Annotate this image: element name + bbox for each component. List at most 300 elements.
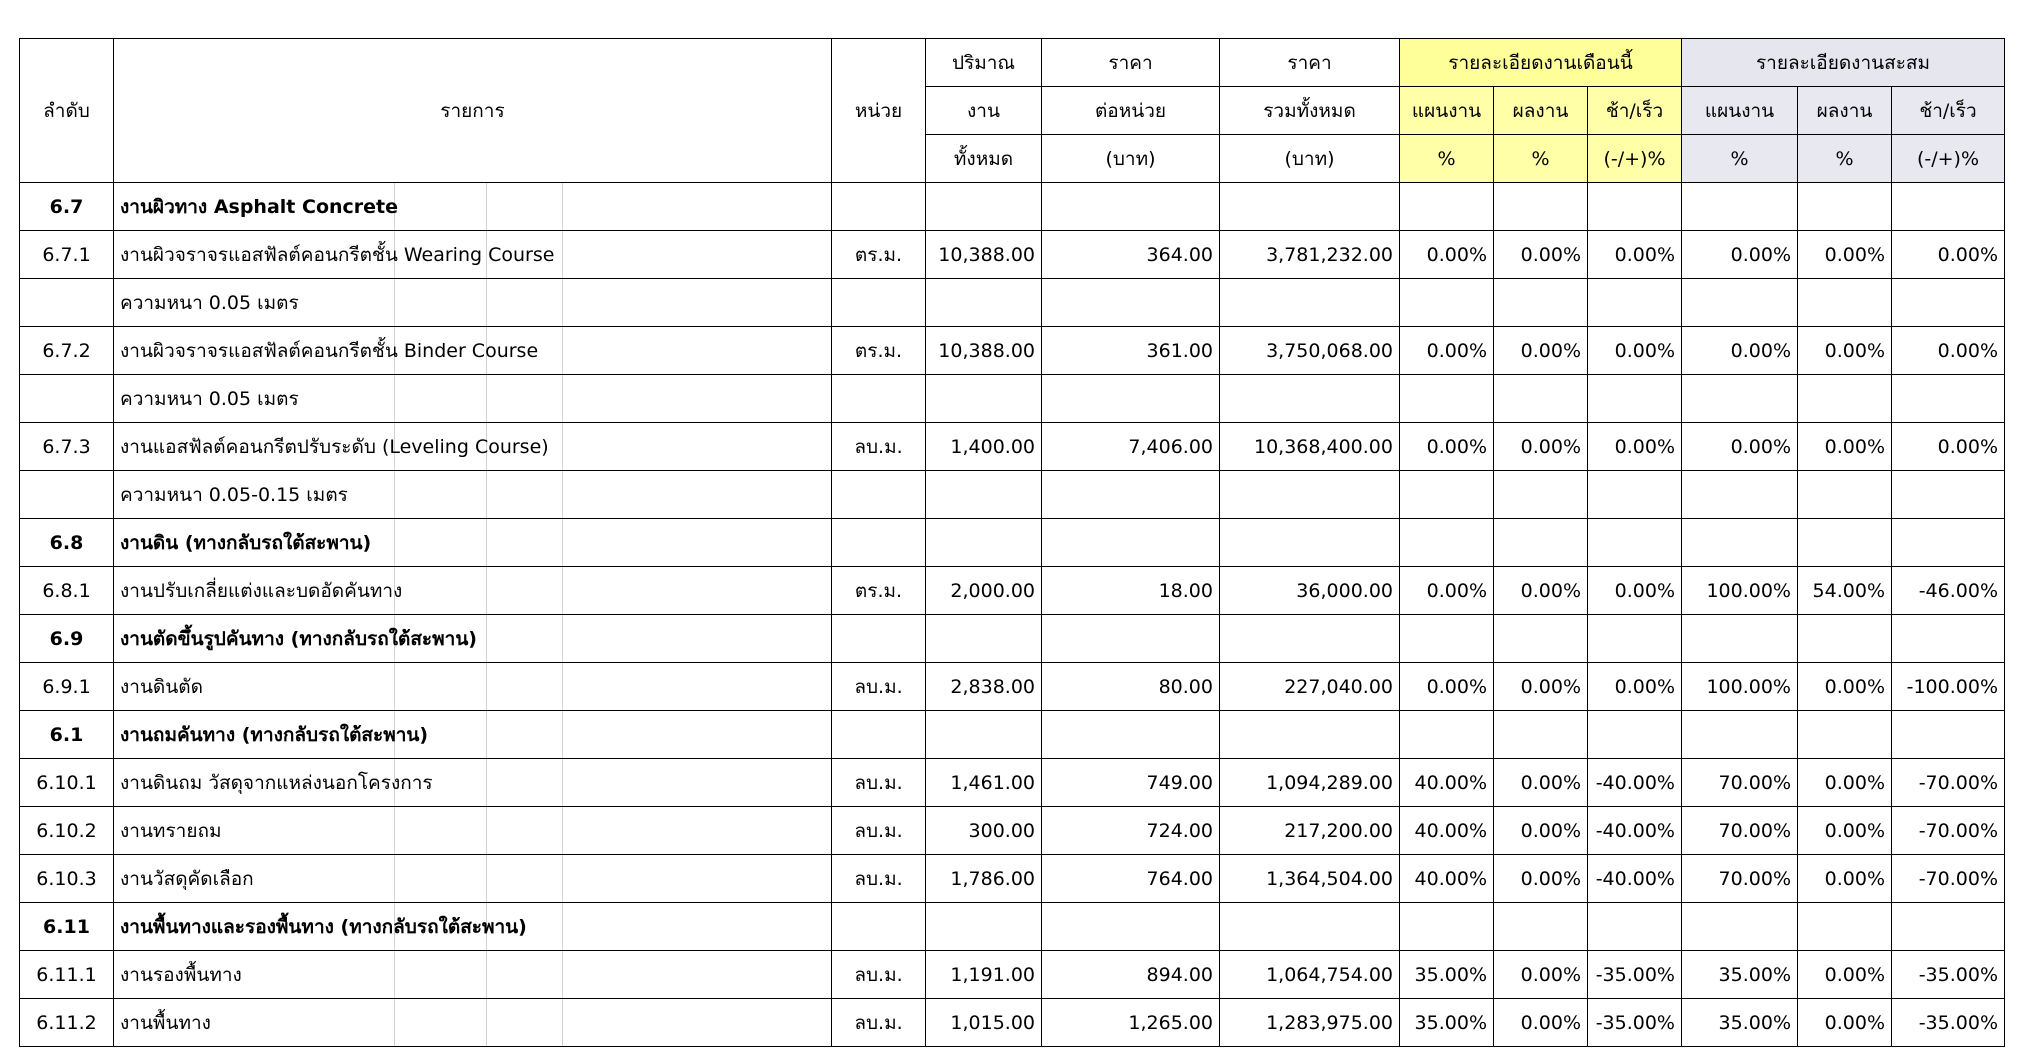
- cell-month-diff: [1588, 903, 1682, 951]
- cell-month-result: 0.00%: [1494, 855, 1588, 903]
- cell-unit-price: 364.00: [1042, 231, 1220, 279]
- cell-month-result: [1494, 711, 1588, 759]
- cell-item: [114, 999, 832, 1047]
- faint-gridline: [486, 375, 487, 422]
- cell-month-plan: [1400, 471, 1494, 519]
- header-month-diff: ช้า/เร็ว: [1588, 87, 1682, 135]
- cell-unit: [832, 519, 926, 567]
- cell-unit-price: 749.00: [1042, 759, 1220, 807]
- cell-no: 6.1: [20, 711, 114, 759]
- header-cum-result: ผลงาน: [1798, 87, 1892, 135]
- cell-cum-result: 0.00%: [1798, 951, 1892, 999]
- cell-cum-result: [1798, 279, 1892, 327]
- cell-cum-result: [1798, 471, 1892, 519]
- cell-month-diff: [1588, 519, 1682, 567]
- cell-item: [114, 711, 832, 759]
- cell-qty: [926, 615, 1042, 663]
- faint-gridline: [562, 519, 563, 566]
- cell-no: [20, 471, 114, 519]
- cell-total-price: [1220, 519, 1400, 567]
- cell-month-plan: 0.00%: [1400, 423, 1494, 471]
- table-row: [20, 423, 2005, 471]
- cell-item: [114, 183, 832, 231]
- cell-cum-diff: -70.00%: [1892, 759, 2005, 807]
- cell-cum-result: 0.00%: [1798, 999, 1892, 1047]
- cell-cum-diff: -35.00%: [1892, 951, 2005, 999]
- cell-cum-plan: [1682, 903, 1798, 951]
- cell-unit: [832, 903, 926, 951]
- cell-total-price: 10,368,400.00: [1220, 423, 1400, 471]
- cell-unit-price: 7,406.00: [1042, 423, 1220, 471]
- cell-item-text: งานผิวจราจรแอสฟัลต์คอนกรีตชั้น Binder Course: [120, 339, 539, 362]
- cell-month-plan: [1400, 519, 1494, 567]
- cell-no: [20, 279, 114, 327]
- cell-cum-plan: [1682, 711, 1798, 759]
- cell-cum-plan: [1682, 375, 1798, 423]
- section-row: [20, 615, 2005, 663]
- cell-qty: 1,786.00: [926, 855, 1042, 903]
- cell-unit: ลบ.ม.: [832, 855, 926, 903]
- header-qty-2: งาน: [926, 87, 1042, 135]
- cell-cum-diff: -100.00%: [1892, 663, 2005, 711]
- cell-total-price: 3,750,068.00: [1220, 327, 1400, 375]
- cell-month-result: 0.00%: [1494, 999, 1588, 1047]
- cell-cum-diff: 0.00%: [1892, 327, 2005, 375]
- cell-unit: ลบ.ม.: [832, 807, 926, 855]
- cell-unit-price: 1,265.00: [1042, 999, 1220, 1047]
- cell-cum-plan: 0.00%: [1682, 327, 1798, 375]
- cell-qty: 1,191.00: [926, 951, 1042, 999]
- cell-qty: [926, 519, 1042, 567]
- faint-gridline: [486, 615, 487, 662]
- faint-gridline: [562, 423, 563, 470]
- faint-gridline: [562, 663, 563, 710]
- cell-month-diff: -40.00%: [1588, 759, 1682, 807]
- cell-month-diff: 0.00%: [1588, 231, 1682, 279]
- header-unit: หน่วย: [832, 39, 926, 183]
- cell-month-diff: -35.00%: [1588, 951, 1682, 999]
- faint-gridline: [562, 279, 563, 326]
- cell-month-diff: -40.00%: [1588, 855, 1682, 903]
- table-row: [20, 375, 2005, 423]
- cell-unit-price: [1042, 711, 1220, 759]
- cell-item-text: งานดิน (ทางกลับรถใต้สะพาน): [120, 531, 372, 554]
- cell-cum-plan: 70.00%: [1682, 855, 1798, 903]
- cell-month-plan: 0.00%: [1400, 327, 1494, 375]
- cell-cum-plan: [1682, 471, 1798, 519]
- cell-unit-price: 80.00: [1042, 663, 1220, 711]
- cell-cum-diff: [1892, 375, 2005, 423]
- cell-item: [114, 375, 832, 423]
- cell-unit: ตร.ม.: [832, 327, 926, 375]
- cell-month-diff: [1588, 711, 1682, 759]
- cell-month-plan: 40.00%: [1400, 759, 1494, 807]
- cell-month-diff: [1588, 183, 1682, 231]
- faint-gridline: [486, 999, 487, 1046]
- faint-gridline: [394, 855, 395, 902]
- cell-month-diff: [1588, 375, 1682, 423]
- cell-no: 6.7.1: [20, 231, 114, 279]
- cell-item-text: งานตัดขึ้นรูปคันทาง (ทางกลับรถใต้สะพาน): [120, 627, 477, 650]
- cell-month-result: 0.00%: [1494, 231, 1588, 279]
- cell-qty: [926, 183, 1042, 231]
- cell-cum-diff: -35.00%: [1892, 999, 2005, 1047]
- cell-total-price: 227,040.00: [1220, 663, 1400, 711]
- cell-unit: [832, 711, 926, 759]
- faint-gridline: [562, 471, 563, 518]
- cell-month-result: 0.00%: [1494, 663, 1588, 711]
- cell-item-text: งานผิวจราจรแอสฟัลต์คอนกรีตชั้น Wearing Course: [120, 243, 555, 266]
- cell-month-diff: [1588, 279, 1682, 327]
- table-row: [20, 279, 2005, 327]
- cell-unit-price: [1042, 375, 1220, 423]
- cell-month-result: [1494, 183, 1588, 231]
- cell-month-diff: [1588, 615, 1682, 663]
- faint-gridline: [486, 855, 487, 902]
- faint-gridline: [394, 375, 395, 422]
- faint-gridline: [486, 951, 487, 998]
- cell-month-result: 0.00%: [1494, 807, 1588, 855]
- header-qty-1: ปริมาณ: [926, 39, 1042, 87]
- cell-cum-plan: 100.00%: [1682, 567, 1798, 615]
- cell-cum-diff: [1892, 183, 2005, 231]
- faint-gridline: [394, 519, 395, 566]
- cell-month-result: [1494, 903, 1588, 951]
- section-row: [20, 183, 2005, 231]
- header-total-price-3: (บาท): [1220, 135, 1400, 183]
- cell-cum-plan: [1682, 183, 1798, 231]
- cell-item-text: งานดินตัด: [120, 675, 203, 698]
- cell-month-plan: [1400, 183, 1494, 231]
- cell-unit: ลบ.ม.: [832, 951, 926, 999]
- cell-month-plan: 35.00%: [1400, 999, 1494, 1047]
- table-row: [20, 807, 2005, 855]
- faint-gridline: [394, 663, 395, 710]
- faint-gridline: [562, 999, 563, 1046]
- cell-item: [114, 519, 832, 567]
- cell-unit: ลบ.ม.: [832, 423, 926, 471]
- cell-unit-price: [1042, 519, 1220, 567]
- header-unit-price-3: (บาท): [1042, 135, 1220, 183]
- cell-month-diff: 0.00%: [1588, 327, 1682, 375]
- cell-cum-plan: [1682, 519, 1798, 567]
- cell-unit: ลบ.ม.: [832, 759, 926, 807]
- cell-total-price: 3,781,232.00: [1220, 231, 1400, 279]
- cell-item: [114, 423, 832, 471]
- cell-month-diff: -40.00%: [1588, 807, 1682, 855]
- cell-cum-diff: [1892, 711, 2005, 759]
- header-item: รายการ: [114, 39, 832, 183]
- cell-item-text: งานปรับเกลี่ยแต่งและบดอัดคันทาง: [120, 579, 403, 602]
- cell-unit: ลบ.ม.: [832, 663, 926, 711]
- header-month-plan-pct: %: [1400, 135, 1494, 183]
- cell-qty: 2,000.00: [926, 567, 1042, 615]
- cell-item-text: งานพื้นทางและรองพื้นทาง (ทางกลับรถใต้สะพาน): [120, 915, 527, 938]
- header-month-result: ผลงาน: [1494, 87, 1588, 135]
- cell-month-plan: [1400, 903, 1494, 951]
- cell-item: [114, 327, 832, 375]
- cell-cum-diff: [1892, 519, 2005, 567]
- cell-month-result: [1494, 519, 1588, 567]
- cell-month-result: [1494, 471, 1588, 519]
- cell-unit-price: 724.00: [1042, 807, 1220, 855]
- cell-month-result: [1494, 375, 1588, 423]
- cell-cum-plan: [1682, 279, 1798, 327]
- table-row: [20, 999, 2005, 1047]
- cell-cum-result: 0.00%: [1798, 327, 1892, 375]
- cell-no: 6.9.1: [20, 663, 114, 711]
- cell-cum-diff: 0.00%: [1892, 231, 2005, 279]
- cell-cum-result: [1798, 711, 1892, 759]
- faint-gridline: [562, 375, 563, 422]
- faint-gridline: [562, 711, 563, 758]
- cell-no: 6.11: [20, 903, 114, 951]
- faint-gridline: [562, 183, 563, 230]
- faint-gridline: [562, 327, 563, 374]
- cell-cum-result: 0.00%: [1798, 855, 1892, 903]
- cell-cum-diff: -70.00%: [1892, 855, 2005, 903]
- header-no: ลำดับ: [20, 39, 114, 183]
- cell-total-price: 36,000.00: [1220, 567, 1400, 615]
- cell-month-plan: [1400, 711, 1494, 759]
- cell-unit-price: 361.00: [1042, 327, 1220, 375]
- cell-month-plan: 0.00%: [1400, 231, 1494, 279]
- cell-total-price: 1,283,975.00: [1220, 999, 1400, 1047]
- cell-unit: [832, 279, 926, 327]
- cell-item-text: งานทรายถม: [120, 819, 222, 842]
- table-header: [20, 39, 2005, 183]
- cell-cum-result: 0.00%: [1798, 807, 1892, 855]
- cell-unit: ลบ.ม.: [832, 999, 926, 1047]
- cell-unit: [832, 615, 926, 663]
- cell-qty: [926, 375, 1042, 423]
- faint-gridline: [394, 471, 395, 518]
- cell-cum-result: [1798, 183, 1892, 231]
- section-row: [20, 711, 2005, 759]
- faint-gridline: [394, 951, 395, 998]
- cell-month-result: [1494, 279, 1588, 327]
- faint-gridline: [562, 903, 563, 950]
- faint-gridline: [486, 471, 487, 518]
- faint-gridline: [486, 711, 487, 758]
- cell-cum-plan: [1682, 615, 1798, 663]
- header-unit-price-1: ราคา: [1042, 39, 1220, 87]
- cell-item: [114, 807, 832, 855]
- cell-cum-diff: 0.00%: [1892, 423, 2005, 471]
- faint-gridline: [486, 519, 487, 566]
- cell-unit-price: 894.00: [1042, 951, 1220, 999]
- cell-unit-price: [1042, 903, 1220, 951]
- cell-item-text: งานรองพื้นทาง: [120, 963, 242, 986]
- cell-total-price: [1220, 471, 1400, 519]
- cell-qty: 10,388.00: [926, 231, 1042, 279]
- header-cum-result-pct: %: [1798, 135, 1892, 183]
- cell-total-price: [1220, 183, 1400, 231]
- faint-gridline: [562, 807, 563, 854]
- header-month-plan: แผนงาน: [1400, 87, 1494, 135]
- header-cum-plan: แผนงาน: [1682, 87, 1798, 135]
- header-cum-plan-pct: %: [1682, 135, 1798, 183]
- header-this-month: รายละเอียดงานเดือนนี้: [1400, 39, 1682, 87]
- cell-unit: ตร.ม.: [832, 567, 926, 615]
- cell-total-price: 1,094,289.00: [1220, 759, 1400, 807]
- progress-table: [19, 38, 2005, 1047]
- cell-total-price: [1220, 375, 1400, 423]
- cell-cum-result: 0.00%: [1798, 759, 1892, 807]
- faint-gridline: [486, 567, 487, 614]
- faint-gridline: [562, 855, 563, 902]
- cell-total-price: [1220, 615, 1400, 663]
- faint-gridline: [562, 951, 563, 998]
- header-month-result-pct: %: [1494, 135, 1588, 183]
- cell-cum-result: 0.00%: [1798, 423, 1892, 471]
- faint-gridline: [562, 231, 563, 278]
- cell-item-text: งานแอสฟัลต์คอนกรีตปรับระดับ (Leveling Course): [120, 435, 549, 458]
- cell-month-result: 0.00%: [1494, 567, 1588, 615]
- cell-item-text: ความหนา 0.05 เมตร: [120, 387, 299, 410]
- section-row: [20, 519, 2005, 567]
- cell-item: [114, 471, 832, 519]
- cell-unit: [832, 375, 926, 423]
- table-row: [20, 663, 2005, 711]
- cell-item: [114, 567, 832, 615]
- cell-month-plan: 40.00%: [1400, 855, 1494, 903]
- cell-item: [114, 855, 832, 903]
- cell-cum-plan: 35.00%: [1682, 951, 1798, 999]
- faint-gridline: [394, 999, 395, 1046]
- faint-gridline: [562, 567, 563, 614]
- cell-month-diff: [1588, 471, 1682, 519]
- cell-unit-price: [1042, 471, 1220, 519]
- cell-qty: 1,461.00: [926, 759, 1042, 807]
- cell-total-price: [1220, 711, 1400, 759]
- faint-gridline: [486, 183, 487, 230]
- cell-month-diff: 0.00%: [1588, 663, 1682, 711]
- cell-month-result: 0.00%: [1494, 759, 1588, 807]
- table-body: [20, 183, 2005, 1047]
- cell-month-plan: 0.00%: [1400, 663, 1494, 711]
- faint-gridline: [562, 759, 563, 806]
- header-cumulative: รายละเอียดงานสะสม: [1682, 39, 2005, 87]
- cell-item: [114, 615, 832, 663]
- header-cum-diff: ช้า/เร็ว: [1892, 87, 2005, 135]
- table-row: [20, 327, 2005, 375]
- cell-cum-diff: [1892, 903, 2005, 951]
- faint-gridline: [486, 279, 487, 326]
- cell-item: [114, 903, 832, 951]
- table-row: [20, 471, 2005, 519]
- cell-item: [114, 759, 832, 807]
- faint-gridline: [486, 663, 487, 710]
- cell-cum-result: [1798, 375, 1892, 423]
- table-row: [20, 231, 2005, 279]
- header-total-price-2: รวมทั้งหมด: [1220, 87, 1400, 135]
- cell-cum-plan: 0.00%: [1682, 423, 1798, 471]
- cell-cum-diff: [1892, 615, 2005, 663]
- cell-qty: 1,015.00: [926, 999, 1042, 1047]
- cell-unit: [832, 183, 926, 231]
- cell-cum-diff: -70.00%: [1892, 807, 2005, 855]
- cell-no: 6.7.2: [20, 327, 114, 375]
- cell-unit-price: 764.00: [1042, 855, 1220, 903]
- cell-cum-diff: [1892, 279, 2005, 327]
- cell-total-price: 1,364,504.00: [1220, 855, 1400, 903]
- cell-month-plan: 0.00%: [1400, 567, 1494, 615]
- cell-cum-result: 0.00%: [1798, 231, 1892, 279]
- cell-no: 6.11.1: [20, 951, 114, 999]
- faint-gridline: [394, 807, 395, 854]
- header-cum-diff-pct: (-/+)%: [1892, 135, 2005, 183]
- cell-cum-plan: 100.00%: [1682, 663, 1798, 711]
- cell-unit-price: [1042, 615, 1220, 663]
- faint-gridline: [394, 279, 395, 326]
- cell-qty: [926, 279, 1042, 327]
- cell-cum-plan: 0.00%: [1682, 231, 1798, 279]
- cell-qty: [926, 711, 1042, 759]
- cell-unit-price: [1042, 183, 1220, 231]
- cell-month-plan: [1400, 615, 1494, 663]
- cell-no: 6.11.2: [20, 999, 114, 1047]
- cell-total-price: [1220, 903, 1400, 951]
- cell-unit-price: [1042, 279, 1220, 327]
- cell-no: 6.10.2: [20, 807, 114, 855]
- cell-item: [114, 951, 832, 999]
- cell-cum-result: [1798, 903, 1892, 951]
- cell-cum-diff: [1892, 471, 2005, 519]
- cell-no: [20, 375, 114, 423]
- header-qty-3: ทั้งหมด: [926, 135, 1042, 183]
- cell-item: [114, 231, 832, 279]
- faint-gridline: [562, 615, 563, 662]
- cell-cum-plan: 70.00%: [1682, 807, 1798, 855]
- table-row: [20, 855, 2005, 903]
- cell-cum-diff: -46.00%: [1892, 567, 2005, 615]
- cell-total-price: 217,200.00: [1220, 807, 1400, 855]
- table-row: [20, 951, 2005, 999]
- cell-qty: [926, 903, 1042, 951]
- cell-month-result: 0.00%: [1494, 423, 1588, 471]
- faint-gridline: [486, 759, 487, 806]
- cell-month-diff: 0.00%: [1588, 567, 1682, 615]
- header-total-price-1: ราคา: [1220, 39, 1400, 87]
- cell-no: 6.10.3: [20, 855, 114, 903]
- table-row: [20, 567, 2005, 615]
- cell-item-text: งานวัสดุคัดเลือก: [120, 867, 254, 890]
- cell-cum-plan: 35.00%: [1682, 999, 1798, 1047]
- cell-cum-result: [1798, 519, 1892, 567]
- cell-unit-price: 18.00: [1042, 567, 1220, 615]
- cell-item: [114, 663, 832, 711]
- cell-item: [114, 279, 832, 327]
- cell-no: 6.10.1: [20, 759, 114, 807]
- cell-item-text: งานดินถม วัสดุจากแหล่งนอกโครงการ: [120, 771, 433, 794]
- header-unit-price-2: ต่อหน่วย: [1042, 87, 1220, 135]
- cell-cum-plan: 70.00%: [1682, 759, 1798, 807]
- table-row: [20, 759, 2005, 807]
- cell-month-diff: 0.00%: [1588, 423, 1682, 471]
- cell-month-plan: 40.00%: [1400, 807, 1494, 855]
- cell-month-plan: [1400, 279, 1494, 327]
- section-row: [20, 903, 2005, 951]
- cell-total-price: 1,064,754.00: [1220, 951, 1400, 999]
- cell-qty: [926, 471, 1042, 519]
- cell-no: 6.8: [20, 519, 114, 567]
- header-month-diff-pct: (-/+)%: [1588, 135, 1682, 183]
- cell-month-result: 0.00%: [1494, 951, 1588, 999]
- cell-item-text: ความหนา 0.05 เมตร: [120, 291, 299, 314]
- cell-qty: 10,388.00: [926, 327, 1042, 375]
- cell-qty: 2,838.00: [926, 663, 1042, 711]
